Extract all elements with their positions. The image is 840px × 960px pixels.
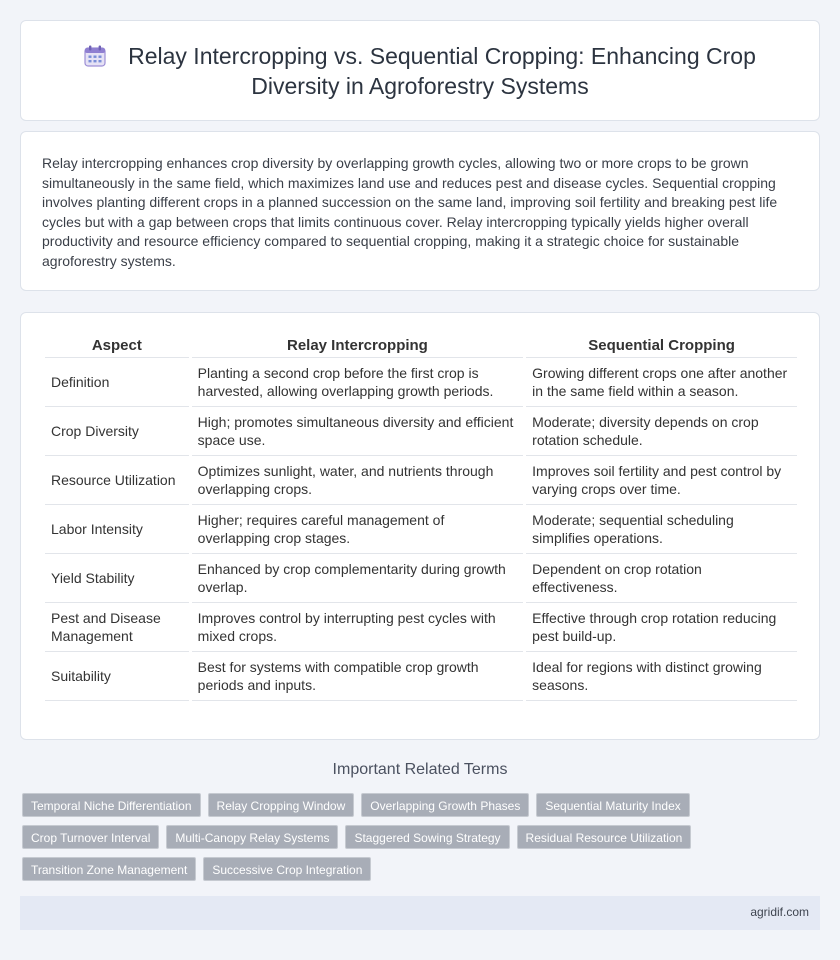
- comparison-card: [20, 312, 820, 740]
- related-term-tag[interactable]: Temporal Niche Differentiation: [22, 793, 201, 817]
- related-term-tag[interactable]: Residual Resource Utilization: [517, 825, 692, 849]
- table-row: [45, 407, 797, 456]
- intro-card: [20, 131, 820, 291]
- related-term-tag[interactable]: Sequential Maturity Index: [536, 793, 689, 817]
- page-title-line-1: Relay Intercropping vs. Sequential Cropping: Enhancing Crop: [21, 41, 819, 71]
- sequential-cell: Effective through crop rotation reducing pest build-up.: [526, 603, 797, 652]
- related-term-tag[interactable]: Transition Zone Management: [22, 857, 196, 881]
- comparison-table: [42, 333, 800, 701]
- related-term-tag[interactable]: Staggered Sowing Strategy: [345, 825, 509, 849]
- page-title: [21, 41, 819, 101]
- relay-cell: Optimizes sunlight, water, and nutrients through overlapping crops.: [192, 456, 524, 505]
- relay-cell: Higher; requires careful management of overlapping crop stages.: [192, 505, 524, 554]
- sequential-cell: Improves soil fertility and pest control by varying crops over time.: [526, 456, 797, 505]
- related-terms-list: [22, 793, 820, 881]
- aspect-cell: Pest and Disease Management: [45, 603, 189, 652]
- aspect-cell: Labor Intensity: [45, 505, 189, 554]
- relay-cell: Enhanced by crop complementarity during growth overlap.: [192, 554, 524, 603]
- header-relay: Relay Intercropping: [192, 333, 524, 358]
- relay-cell: High; promotes simultaneous diversity and efficient space use.: [192, 407, 524, 456]
- related-term-tag[interactable]: Crop Turnover Interval: [22, 825, 159, 849]
- aspect-cell: Crop Diversity: [45, 407, 189, 456]
- footer-site-link[interactable]: agridif.com: [750, 905, 809, 919]
- related-term-tag[interactable]: Successive Crop Integration: [203, 857, 371, 881]
- table-row: [45, 358, 797, 407]
- aspect-cell: Yield Stability: [45, 554, 189, 603]
- relay-cell: Best for systems with compatible crop growth periods and inputs.: [192, 652, 524, 701]
- sequential-cell: Ideal for regions with distinct growing seasons.: [526, 652, 797, 701]
- title-card: [20, 20, 820, 121]
- aspect-cell: Suitability: [45, 652, 189, 701]
- footer: [20, 896, 820, 930]
- related-terms-title: Important Related Terms: [332, 761, 508, 778]
- relay-cell: Planting a second crop before the first crop is harvested, allowing overlapping growth periods.: [192, 358, 524, 407]
- aspect-cell: Resource Utilization: [45, 456, 189, 505]
- table-row: [45, 603, 797, 652]
- calendar-icon: [84, 45, 106, 67]
- aspect-cell: Definition: [45, 358, 189, 407]
- sequential-cell: Moderate; sequential scheduling simplifies operations.: [526, 505, 797, 554]
- header-aspect: Aspect: [45, 333, 189, 358]
- table-row: [45, 456, 797, 505]
- sequential-cell: Growing different crops one after another in the same field within a season.: [526, 358, 797, 407]
- sequential-cell: Moderate; diversity depends on crop rotation schedule.: [526, 407, 797, 456]
- related-term-tag[interactable]: Multi-Canopy Relay Systems: [166, 825, 338, 849]
- intro-paragraph: Relay intercropping enhances crop diversity by overlapping growth cycles, allowing two or more crops to be grown simultaneously in the same field, which maximizes land use and reduces pest and disease cycles. Sequential cropping involves planting different crops in a planned succession on the same land, improving soil fertility and breaking pest life cycles but with a gap between crops that limits continuous cover. Relay intercropping typically yields higher overall productivity and resource efficiency compared to sequential cropping, making it a strategic choice for sustainable agroforestry systems.: [42, 155, 778, 269]
- table-header-row: [45, 333, 797, 358]
- header-sequential: Sequential Cropping: [526, 333, 797, 358]
- page-title-line-2: Diversity in Agroforestry Systems: [251, 73, 589, 99]
- table-row: [45, 652, 797, 701]
- relay-cell: Improves control by interrupting pest cycles with mixed crops.: [192, 603, 524, 652]
- related-term-tag[interactable]: Overlapping Growth Phases: [361, 793, 529, 817]
- table-row: [45, 505, 797, 554]
- sequential-cell: Dependent on crop rotation effectiveness.: [526, 554, 797, 603]
- table-row: [45, 554, 797, 603]
- related-term-tag[interactable]: Relay Cropping Window: [208, 793, 355, 817]
